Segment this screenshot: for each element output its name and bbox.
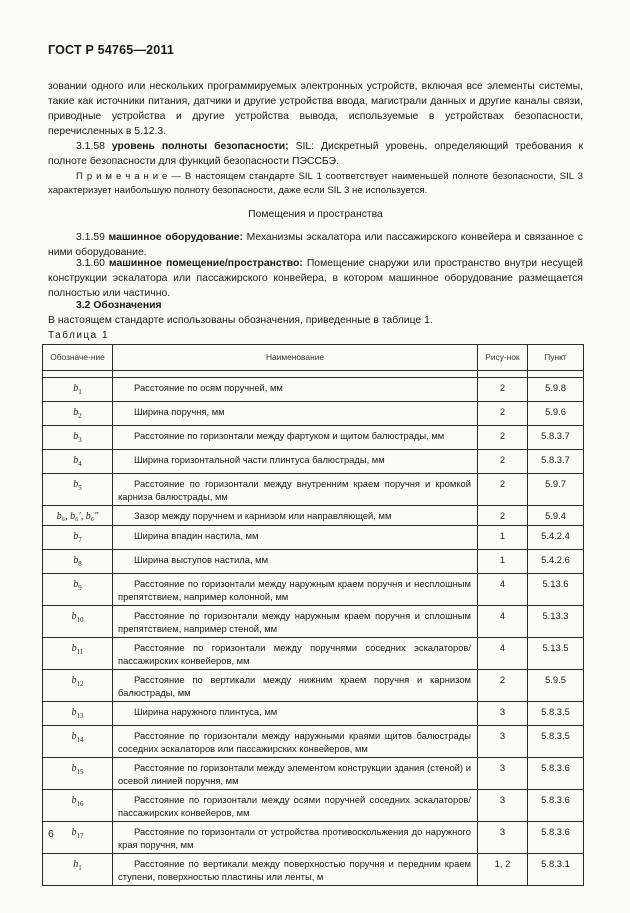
symbol-subscript: 4	[78, 460, 82, 468]
cell-name	[113, 702, 478, 726]
table-row	[43, 758, 584, 790]
table-spacer-row	[43, 371, 584, 378]
cell-figure: 4	[478, 606, 528, 638]
header-figure: Рису-нок	[478, 345, 528, 371]
cell-symbol	[43, 526, 113, 550]
cell-item: 5.8.3.7	[528, 450, 584, 474]
cell-name	[113, 402, 478, 426]
cell-item: 5.8.3.5	[528, 726, 584, 758]
table-row	[43, 790, 584, 822]
table-row	[43, 526, 584, 550]
document-header: ГОСТ Р 54765—2011	[48, 43, 175, 57]
note-text: — В настоящем стандарте SIL 1 соответствует наименьшей полноте безопасности, SIL 3 характеризует наибольшую полноту безопасности, даже если SIL 3 не используется.	[48, 171, 583, 196]
table-row	[43, 426, 584, 450]
cell-symbol	[43, 702, 113, 726]
table-row	[43, 726, 584, 758]
cell-name	[113, 378, 478, 402]
header-name: Наименование	[113, 345, 478, 371]
cell-name	[113, 670, 478, 702]
cell-figure: 2	[478, 378, 528, 402]
cell-figure: 1	[478, 526, 528, 550]
cell-item: 5.8.3.6	[528, 790, 584, 822]
table-row	[43, 670, 584, 702]
name-text: Ширина горизонтальной части плинтуса балюстрады, мм	[134, 454, 385, 465]
cell-figure: 2	[478, 670, 528, 702]
page-number: 6	[48, 828, 54, 840]
cell-item: 5.8.3.1	[528, 854, 584, 886]
subheading: Помещения и пространства	[248, 209, 383, 220]
cell-name	[113, 854, 478, 886]
table-row	[43, 378, 584, 402]
definition-term: машинное помещение/пространство:	[108, 258, 303, 269]
symbol-subscript: 11	[76, 648, 84, 656]
name-text: Ширина наружного плинтуса, мм	[134, 706, 278, 717]
symbol-subscript: 13	[76, 712, 84, 720]
cell-symbol	[43, 638, 113, 670]
table-caption: Таблица 1	[48, 330, 110, 341]
cell-name	[113, 758, 478, 790]
definition-term: машинное оборудование:	[108, 232, 243, 243]
cell-figure: 2	[478, 474, 528, 506]
note	[48, 170, 583, 198]
cell-symbol	[43, 758, 113, 790]
definition-text: SIL: Дискретный уровень, определяющий требования к полноте безопасности для функций безопасности ПЭССБЭ.	[48, 141, 583, 167]
cell-name	[113, 550, 478, 574]
cell-symbol	[43, 670, 113, 702]
cell-symbol	[43, 426, 113, 450]
name-text: Ширина впадин настила, мм	[134, 530, 259, 541]
symbol-subscript: 17	[76, 832, 84, 840]
symbol-letter: b	[71, 707, 77, 718]
name-text: Расстояние по горизонтали между поручнями соседних эскалаторов/пассажирских конвейеров, мм	[118, 642, 471, 666]
symbol-letter: b	[71, 675, 77, 686]
name-text: Расстояние по горизонтали от устройства противоскольжения до наружного края поручня, мм	[118, 826, 471, 850]
definition-3-1-60	[48, 256, 583, 301]
cell-symbol	[43, 506, 113, 526]
symbol-letter: b	[73, 407, 79, 418]
symbol-subscript: 8	[78, 560, 82, 568]
cell-figure: 1, 2	[478, 854, 528, 886]
definition-text: Механизмы эскалатора или пассажирского конвейера и связанное с ними оборудование.	[48, 232, 583, 258]
cell-name	[113, 790, 478, 822]
cell-item: 5.9.5	[528, 670, 584, 702]
symbol-subscript: 1	[78, 864, 82, 872]
cell-item: 5.9.4	[528, 506, 584, 526]
definition-text: Помещение снаружи или пространство внутри несущей конструкции эскалатора или пассажирского конвейера, в котором машинное оборудование размещается полностью или частично.	[48, 258, 583, 299]
name-text: Зазор между поручнем и карнизом или направляющей, мм	[134, 510, 392, 521]
symbol-letter: b	[73, 431, 79, 442]
cell-symbol	[43, 550, 113, 574]
symbol-letter: b	[71, 611, 77, 622]
symbol-subscript: 9	[78, 584, 82, 592]
symbol-subscript: 7	[78, 536, 82, 544]
symbol-letter: b	[71, 763, 77, 774]
name-text: Ширина поручня, мм	[134, 406, 225, 417]
cell-figure: 3	[478, 822, 528, 854]
cell-symbol	[43, 790, 113, 822]
cell-name	[113, 638, 478, 670]
definition-number: 3.1.60	[76, 258, 105, 269]
cell-item: 5.9.8	[528, 378, 584, 402]
symbol-subscript: 16	[76, 800, 84, 808]
symbol-letter: b	[73, 531, 79, 542]
name-text: Расстояние по вертикали между поверхностью поручня и передним краем ступени, поверхностью пластины или ленты, м	[118, 858, 471, 882]
cell-item: 5.8.3.5	[528, 702, 584, 726]
header-symbol: Обозначе-ние	[43, 345, 113, 371]
table-row	[43, 638, 584, 670]
symbol-letter: b	[73, 455, 79, 466]
section-3-2	[48, 298, 583, 328]
cell-figure: 2	[478, 450, 528, 474]
name-text: Ширина выступов настила, мм	[134, 554, 269, 565]
symbol-letter: b	[71, 827, 77, 838]
symbol-letter: b	[71, 643, 77, 654]
table-row	[43, 506, 584, 526]
symbol-subscript: 12	[76, 680, 84, 688]
table-row	[43, 854, 584, 886]
cell-item: 5.8.3.7	[528, 426, 584, 450]
table-row	[43, 402, 584, 426]
name-text: Расстояние по осям поручней, мм	[134, 382, 283, 393]
cell-symbol	[43, 474, 113, 506]
cell-figure: 3	[478, 702, 528, 726]
cell-symbol	[43, 726, 113, 758]
table-row	[43, 574, 584, 606]
cell-item: 5.13.3	[528, 606, 584, 638]
cell-figure: 4	[478, 574, 528, 606]
cell-figure: 2	[478, 506, 528, 526]
cell-symbol	[43, 378, 113, 402]
table-row	[43, 550, 584, 574]
cell-name	[113, 606, 478, 638]
cell-item: 5.8.3.6	[528, 822, 584, 854]
cell-figure: 2	[478, 426, 528, 450]
cell-figure: 3	[478, 726, 528, 758]
cell-item: 5.4.2.4	[528, 526, 584, 550]
cell-item: 5.9.6	[528, 402, 584, 426]
cell-symbol	[43, 402, 113, 426]
symbol-letter: b	[71, 731, 77, 742]
cell-name	[113, 474, 478, 506]
cell-item: 5.4.2.6	[528, 550, 584, 574]
symbol-subscript: 1	[78, 388, 82, 396]
table-row	[43, 474, 584, 506]
name-text: Расстояние по горизонтали между внутренним краем поручня и кромкой карниза балюстрады, мм	[118, 478, 471, 502]
definition-number: 3.1.59	[76, 232, 105, 243]
cell-figure: 4	[478, 638, 528, 670]
symbol-letter: b	[71, 795, 77, 806]
symbol-subscript: 2	[78, 412, 82, 420]
name-text: Расстояние по горизонтали между фартуком и щитом балюстрады, мм	[134, 430, 445, 441]
cell-symbol	[43, 574, 113, 606]
cell-name	[113, 426, 478, 450]
cell-name	[113, 574, 478, 606]
section-title: 3.2 Обозначения	[76, 300, 162, 311]
cell-symbol	[43, 854, 113, 886]
cell-figure: 1	[478, 550, 528, 574]
symbol-letter: b	[73, 383, 79, 394]
symbol-letter: b₆, b₆′, b₆″	[56, 511, 99, 522]
cell-name	[113, 526, 478, 550]
name-text: Расстояние по горизонтали между наружным краем поручня и сплошным препятствием, например стеной, мм	[118, 610, 471, 634]
cell-name	[113, 450, 478, 474]
table-row	[43, 606, 584, 638]
name-text: Расстояние по горизонтали между элементом конструкции здания (стеной) и осевой линией поручня, мм	[118, 762, 471, 786]
cell-item: 5.13.5	[528, 638, 584, 670]
header-item: Пункт	[528, 345, 584, 371]
cell-figure: 2	[478, 402, 528, 426]
definition-3-1-58	[48, 139, 583, 169]
symbol-subscript: 10	[76, 616, 84, 624]
symbol-subscript: 15	[76, 768, 84, 776]
symbol-subscript: 14	[76, 736, 84, 744]
symbols-table	[42, 344, 584, 886]
table-row	[43, 450, 584, 474]
name-text: Расстояние по горизонтали между осями поручней соседних эскалаторов/пассажирских конвейеров, мм	[118, 794, 471, 818]
cell-name	[113, 822, 478, 854]
cell-name	[113, 506, 478, 526]
note-label: П р и м е ч а н и е	[76, 171, 168, 182]
cell-name	[113, 726, 478, 758]
definition-term: уровень полноты безопасности;	[111, 141, 289, 152]
symbol-subscript: 3	[78, 436, 82, 444]
cell-figure: 3	[478, 758, 528, 790]
cell-symbol	[43, 450, 113, 474]
symbol-subscript: 5	[78, 484, 82, 492]
table-row	[43, 702, 584, 726]
name-text: Расстояние по вертикали между нижним краем поручня и карнизом балюстрады, мм	[118, 674, 471, 698]
section-text: В настоящем стандарте использованы обозначения, приведенные в таблице 1.	[48, 315, 433, 326]
cell-item: 5.13.6	[528, 574, 584, 606]
definition-number: 3.1.58	[76, 141, 105, 152]
intro-paragraph: зовании одного или нескольких программируемых электронных устройств, включая все элементы системы, такие как источники питания, датчики и другие устройства ввода, магистрали данных и другие каналы связи, приводные устройства и другие устройства вывода, используемые в устройствах безопасности, перечисленных в 5.12.3.	[48, 81, 583, 137]
name-text: Расстояние по горизонтали между наружными краями щитов балюстрады соседних эскалаторов или пассажирских конвейеров, мм	[118, 730, 471, 754]
cell-item: 5.8.3.6	[528, 758, 584, 790]
cell-item: 5.9.7	[528, 474, 584, 506]
name-text: Расстояние по горизонтали между наружным краем поручня и несплошным препятствием, например колонной, мм	[118, 578, 471, 602]
table-row	[43, 822, 584, 854]
cell-figure: 3	[478, 790, 528, 822]
symbol-letter: b	[73, 479, 79, 490]
symbol-letter: b	[73, 579, 79, 590]
cell-symbol	[43, 606, 113, 638]
symbol-letter: b	[73, 555, 79, 566]
symbol-letter: h	[73, 859, 79, 870]
